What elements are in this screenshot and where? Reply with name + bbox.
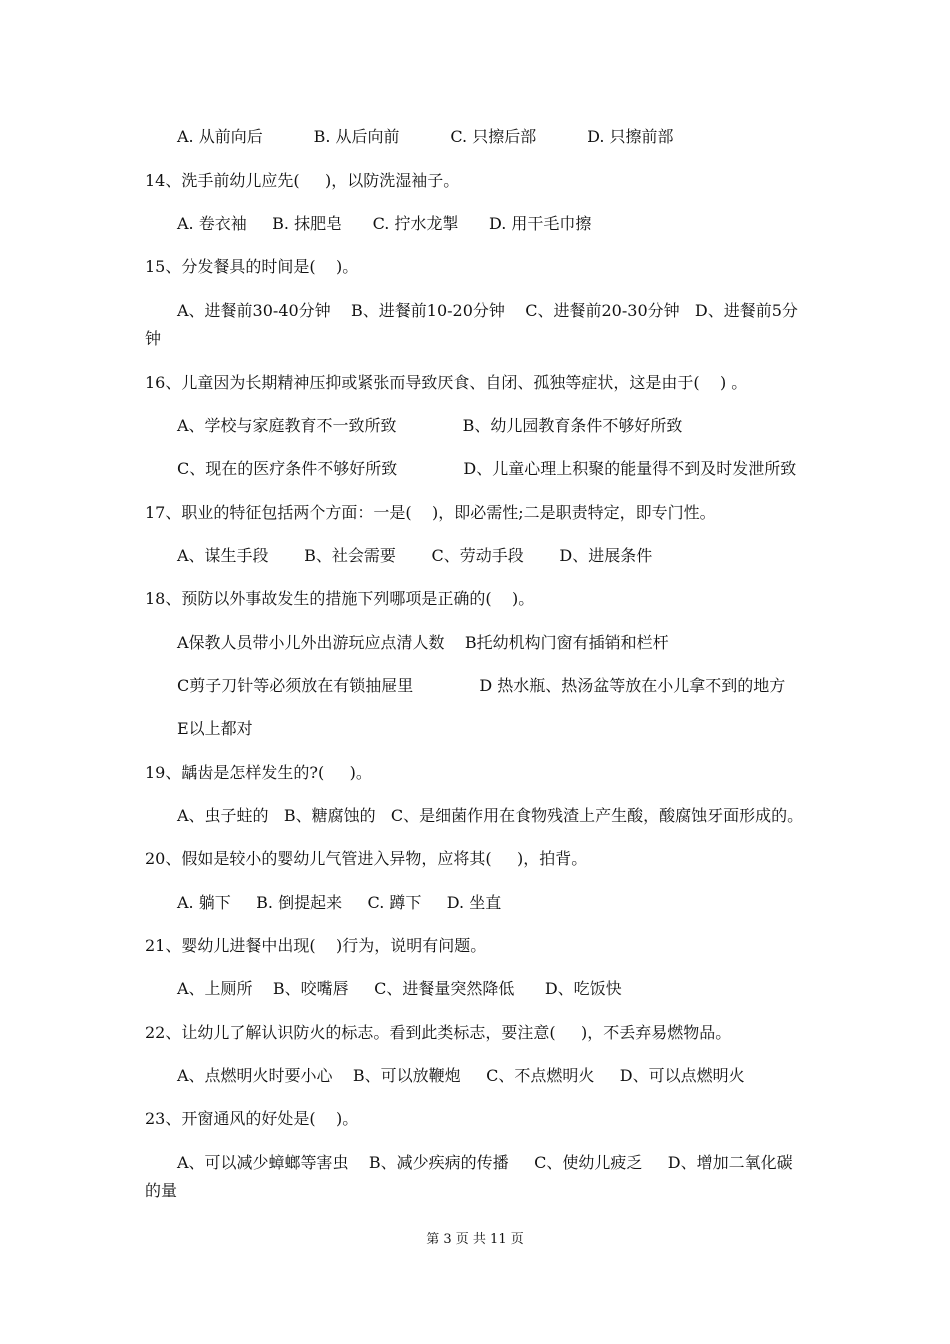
question-14: 14、洗手前幼儿应先( )，以防洗湿袖子。 xyxy=(145,171,460,190)
option-line-q23: A、可以减少蟑螂等害虫 B、减少疾病的传播 C、使幼儿疲乏 D、增加二氧化碳 xyxy=(177,1153,793,1172)
option-line-q14: A. 卷衣袖 B. 抹肥皂 C. 拧水龙掣 D. 用干毛巾擦 xyxy=(177,214,592,233)
page-footer: 第 3 页 共 11 页 xyxy=(426,1232,524,1247)
option-line-q16-ab: A、学校与家庭教育不一致所致 B、幼儿园教育条件不够好所致 xyxy=(177,416,683,435)
question-22: 22、让幼儿了解认识防火的标志。看到此类标志，要注意( )，不丢弃易燃物品。 xyxy=(145,1023,732,1042)
question-16: 16、儿童因为长期精神压抑或紧张而导致厌食、自闭、孤独等症状，这是由于( ) 。 xyxy=(145,373,748,392)
option-line-q20: A. 躺下 B. 倒提起来 C. 蹲下 D. 坐直 xyxy=(177,893,502,912)
question-23: 23、开窗通风的好处是( )。 xyxy=(145,1109,359,1128)
option-line-q23-continued: 的量 xyxy=(145,1181,178,1200)
option-line-q21: A、上厕所 B、咬嘴唇 C、进餐量突然降低 D、吃饭快 xyxy=(177,979,622,998)
question-21: 21、婴幼儿进餐中出现( )行为，说明有问题。 xyxy=(145,936,487,955)
option-line-q18-cd: C剪子刀针等必须放在有锁抽屉里 D 热水瓶、热汤盆等放在小儿拿不到的地方 xyxy=(177,676,786,695)
option-line-q18-ab: A保教人员带小儿外出游玩应点清人数 B托幼机构门窗有插销和栏杆 xyxy=(177,633,669,652)
question-19: 19、龋齿是怎样发生的?( )。 xyxy=(145,763,372,782)
option-line-q18-e: E以上都对 xyxy=(177,719,253,738)
option-line-q19: A、虫子蛀的 B、糖腐蚀的 C、是细菌作用在食物残渣上产生酸，酸腐蚀牙面形成的。 xyxy=(177,806,804,825)
question-17: 17、职业的特征包括两个方面：一是( )，即必需性;二是职责特定，即专门性。 xyxy=(145,503,716,522)
option-line-q16-cd: C、现在的医疗条件不够好所致 D、儿童心理上积聚的能量得不到及时发泄所致 xyxy=(177,459,797,478)
option-line-q22: A、点燃明火时要小心 B、可以放鞭炮 C、不点燃明火 D、可以点燃明火 xyxy=(177,1066,745,1085)
option-line-q15-continued: 钟 xyxy=(145,329,162,348)
question-15: 15、分发餐具的时间是( )。 xyxy=(145,257,359,276)
option-line-q13: A. 从前向后 B. 从后向前 C. 只擦后部 D. 只擦前部 xyxy=(177,127,674,146)
option-line-q17: A、谋生手段 B、社会需要 C、劳动手段 D、进展条件 xyxy=(177,546,653,565)
option-line-q15: A、进餐前30-40分钟 B、进餐前10-20分钟 C、进餐前20-30分钟 D、进餐前5分 xyxy=(177,301,798,320)
question-18: 18、预防以外事故发生的措施下列哪项是正确的( )。 xyxy=(145,589,535,608)
question-20: 20、假如是较小的婴幼儿气管进入异物，应将其( )，拍背。 xyxy=(145,849,588,868)
